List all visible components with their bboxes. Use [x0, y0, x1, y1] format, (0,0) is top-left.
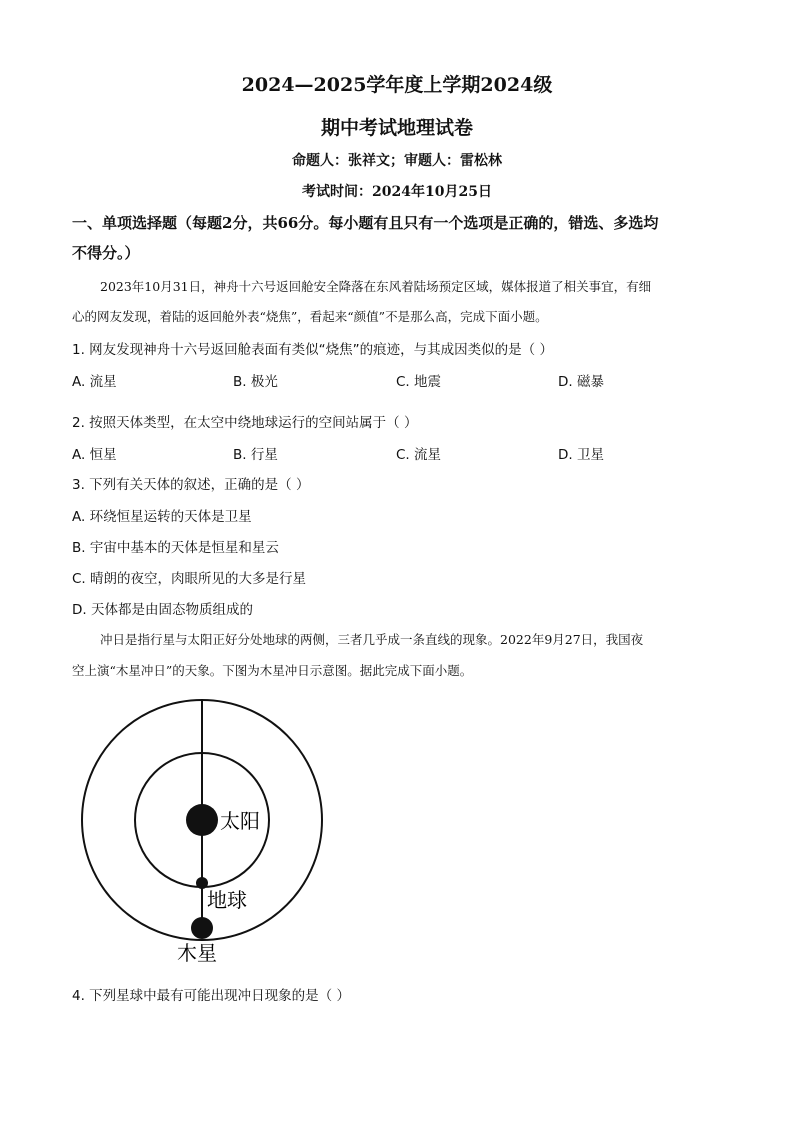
question-3-option-c[interactable]: C. 晴朗的夜空，肉眼所见的大多是行星 — [72, 571, 307, 587]
question-2-option-d[interactable]: D. 卫星 — [558, 447, 604, 463]
jupiter-label: 木星 — [177, 941, 217, 965]
question-3-option-b[interactable]: B. 宇宙中基本的天体是恒星和星云 — [72, 540, 279, 556]
passage2-line1: 冲日是指行星与太阳正好分处地球的两侧，三者几乎成一条直线的现象。2022年9月27日，我国夜 — [100, 632, 644, 647]
section-heading-line2: 不得分。） — [72, 244, 140, 262]
sun-label: 太阳 — [220, 809, 260, 833]
question-2-option-b[interactable]: B. 行星 — [233, 447, 278, 463]
sun-marker — [186, 804, 218, 836]
question-1-option-c[interactable]: C. 地震 — [396, 374, 442, 390]
passage1-line2: 心的网友发现，着陆的返回舱外表“烧焦”，看起来“颜值”不是那么高，完成下面小题。 — [72, 309, 548, 324]
earth-label: 地球 — [207, 888, 247, 912]
question-3-option-a[interactable]: A. 环绕恒星运转的天体是卫星 — [72, 509, 252, 525]
exam-time-line: 考试时间：2024年10月25日 — [302, 184, 492, 200]
question-1-option-a[interactable]: A. 流星 — [72, 374, 117, 390]
question-1-option-b[interactable]: B. 极光 — [233, 374, 278, 390]
jupiter-opposition-diagram-svg — [72, 690, 352, 970]
question-4-stem: 4. 下列星球中最有可能出现冲日现象的是（ ） — [72, 988, 350, 1004]
section-heading-line1: 一、单项选择题（每题2分，共66分。每小题有且只有一个选项是正确的，错选、多选均 — [72, 214, 659, 232]
question-1-option-d[interactable]: D. 磁暴 — [558, 374, 604, 390]
passage1-line1: 2023年10月31日，神舟十六号返回舱安全降落在东风着陆场预定区域，媒体报道了相关事宜，有细 — [100, 279, 652, 294]
question-3-stem: 3. 下列有关天体的叙述，正确的是（ ） — [72, 477, 310, 493]
question-3-option-d[interactable]: D. 天体都是由固态物质组成的 — [72, 602, 253, 618]
question-2-option-c[interactable]: C. 流星 — [396, 447, 442, 463]
exam-title-line2: 期中考试地理试卷 — [320, 117, 473, 139]
question-2-stem: 2. 按照天体类型，在太空中绕地球运行的空间站属于（ ） — [72, 415, 418, 431]
authors-line: 命题人：张祥文；审题人：雷松林 — [292, 153, 502, 169]
jupiter-marker — [191, 917, 213, 939]
passage2-line2: 空上演“木星冲日”的天象。下图为木星冲日示意图。据此完成下面小题。 — [72, 663, 473, 678]
question-2-option-a[interactable]: A. 恒星 — [72, 447, 117, 463]
question-1-stem: 1. 网友发现神舟十六号返回舱表面有类似“烧焦”的痕迹，与其成因类似的是（ ） — [72, 342, 553, 358]
jupiter-opposition-diagram — [72, 690, 352, 970]
exam-title-line1: 2024—2025学年度上学期2024级 — [241, 74, 553, 96]
